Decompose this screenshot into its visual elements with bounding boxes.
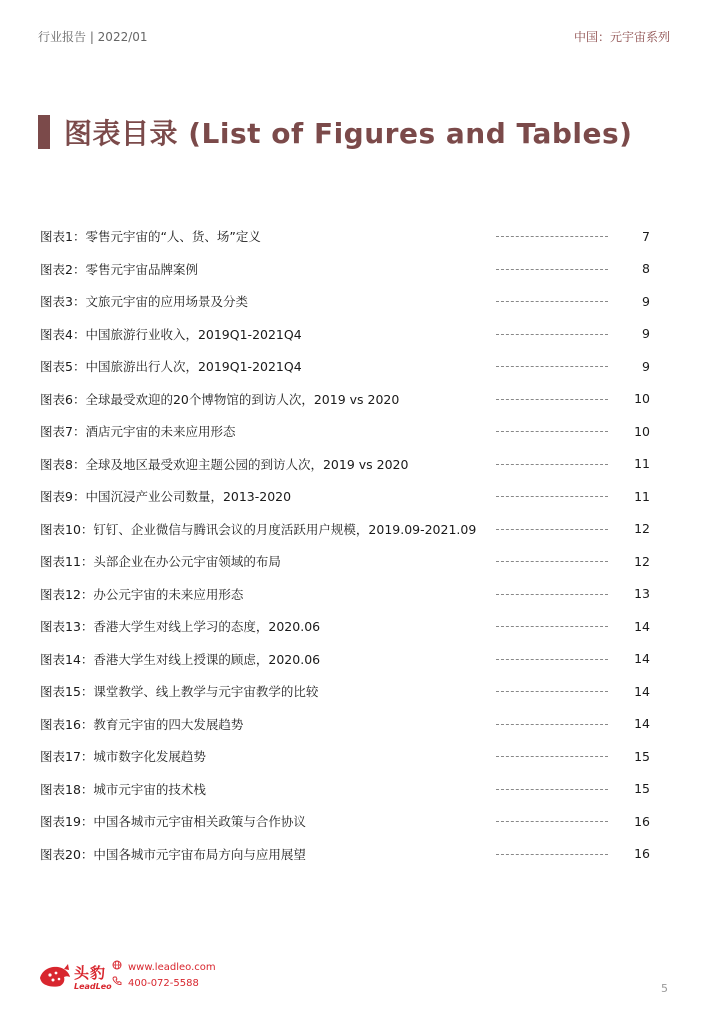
toc-entry-page[interactable]: 14: [634, 683, 650, 699]
toc-entry[interactable]: [40, 838, 670, 871]
toc-dot-leader: [496, 854, 608, 855]
toc-entry-label[interactable]: 图表18：城市元宇宙的技术栈: [40, 781, 206, 797]
toc-dot-leader: [496, 366, 608, 367]
website-link[interactable]: www.leadleo.com: [128, 962, 216, 973]
page-title: 图表目录 (List of Figures and Tables): [64, 117, 633, 150]
footer-contact: [112, 960, 216, 992]
toc-dot-leader: [496, 301, 608, 302]
toc-entry[interactable]: [40, 708, 670, 741]
toc-entry[interactable]: [40, 220, 670, 253]
toc-dot-leader: [496, 236, 608, 237]
toc-entry-label[interactable]: 图表19：中国各城市元宇宙相关政策与合作协议: [40, 814, 306, 830]
toc-entry[interactable]: [40, 480, 670, 513]
toc-dot-leader: [496, 269, 608, 270]
toc-entry[interactable]: [40, 675, 670, 708]
phone-icon: [112, 976, 124, 992]
toc-entry[interactable]: [40, 415, 670, 448]
toc-entry-label[interactable]: 图表3：文旅元宇宙的应用场景及分类: [40, 294, 248, 310]
toc-entry[interactable]: [40, 643, 670, 676]
toc-entry-label[interactable]: 图表9：中国沉浸产业公司数量，2013-2020: [40, 489, 292, 505]
toc-entry[interactable]: [40, 610, 670, 643]
toc-entry-label[interactable]: 图表11：头部企业在办公元宇宙领域的布局: [40, 554, 281, 570]
toc-entry-label[interactable]: 图表1：零售元宇宙的“人、货、场”定义: [40, 229, 261, 245]
toc-entry-page[interactable]: 10: [634, 423, 650, 439]
toc-entry[interactable]: [40, 253, 670, 286]
toc-dot-leader: [496, 691, 608, 692]
toc-entry[interactable]: [40, 513, 670, 546]
toc-entry-page[interactable]: 12: [634, 553, 650, 569]
phone-number: 400-072-5588: [128, 978, 199, 989]
toc-dot-leader: [496, 594, 608, 595]
toc-entry-page[interactable]: 9: [642, 358, 650, 374]
leopard-logo-icon: [38, 960, 72, 990]
toc-entry-page[interactable]: 9: [642, 326, 650, 342]
globe-icon: [112, 960, 124, 976]
toc-dot-leader: [496, 496, 608, 497]
page-number: 5: [661, 982, 668, 995]
toc-entry-page[interactable]: 7: [642, 228, 650, 244]
toc-entry-label[interactable]: 图表7：酒店元宇宙的未来应用形态: [40, 424, 236, 440]
toc-entry-page[interactable]: 14: [634, 618, 650, 634]
toc-dot-leader: [496, 821, 608, 822]
toc-dot-leader: [496, 334, 608, 335]
toc-entry-page[interactable]: 15: [634, 781, 650, 797]
toc-entry-label[interactable]: 图表17：城市数字化发展趋势: [40, 749, 206, 765]
toc-entry-label[interactable]: 图表6：全球最受欢迎的20个博物馆的到访人次，2019 vs 2020: [40, 391, 400, 407]
toc-entry[interactable]: [40, 448, 670, 481]
toc-entry-page[interactable]: 11: [634, 456, 650, 472]
toc-entry-page[interactable]: 13: [634, 586, 650, 602]
toc-entry[interactable]: [40, 805, 670, 838]
header-series-title: 中国：元宇宙系列: [573, 30, 670, 44]
table-of-figures: [40, 220, 670, 870]
toc-dot-leader: [496, 464, 608, 465]
toc-dot-leader: [496, 659, 608, 660]
title-accent-bar: [38, 115, 50, 149]
toc-entry[interactable]: [40, 578, 670, 611]
toc-entry[interactable]: [40, 318, 670, 351]
toc-entry-page[interactable]: 16: [634, 846, 650, 862]
toc-entry-label[interactable]: 图表14：香港大学生对线上授课的顾虑，2020.06: [40, 651, 321, 667]
toc-entry-page[interactable]: 11: [634, 488, 650, 504]
toc-dot-leader: [496, 789, 608, 790]
logo-chinese-text: 头豹: [74, 964, 107, 982]
toc-dot-leader: [496, 626, 608, 627]
toc-dot-leader: [496, 529, 608, 530]
toc-entry-page[interactable]: 8: [642, 261, 650, 277]
toc-entry-page[interactable]: 14: [634, 716, 650, 732]
toc-dot-leader: [496, 756, 608, 757]
logo-english-text: LeadLeo: [74, 982, 112, 991]
toc-entry[interactable]: [40, 350, 670, 383]
toc-entry[interactable]: [40, 740, 670, 773]
toc-entry-label[interactable]: 图表16：教育元宇宙的四大发展趋势: [40, 716, 244, 732]
toc-entry-label[interactable]: 图表12：办公元宇宙的未来应用形态: [40, 586, 244, 602]
toc-entry-label[interactable]: 图表20：中国各城市元宇宙布局方向与应用展望: [40, 846, 306, 862]
toc-entry-label[interactable]: 图表8：全球及地区最受欢迎主题公园的到访人次，2019 vs 2020: [40, 456, 409, 472]
toc-dot-leader: [496, 399, 608, 400]
toc-entry-page[interactable]: 10: [634, 391, 650, 407]
toc-entry[interactable]: [40, 773, 670, 806]
toc-entry-page[interactable]: 16: [634, 813, 650, 829]
toc-dot-leader: [496, 431, 608, 432]
toc-dot-leader: [496, 561, 608, 562]
toc-entry-label[interactable]: 图表5：中国旅游出行人次，2019Q1-2021Q4: [40, 359, 302, 375]
toc-entry-label[interactable]: 图表15：课堂教学、线上教学与元宇宙教学的比较: [40, 684, 319, 700]
section-heading: [38, 112, 632, 152]
toc-entry[interactable]: [40, 545, 670, 578]
toc-entry-label[interactable]: 图表10：钉钉、企业微信与腾讯会议的月度活跃用户规模，2019.09-2021.09: [40, 521, 477, 537]
toc-entry-label[interactable]: 图表2：零售元宇宙品牌案例: [40, 261, 198, 277]
toc-dot-leader: [496, 724, 608, 725]
toc-entry[interactable]: [40, 383, 670, 416]
toc-entry-label[interactable]: 图表13：香港大学生对线上学习的态度，2020.06: [40, 619, 321, 635]
toc-entry-page[interactable]: 14: [634, 651, 650, 667]
header-report-info: 行业报告 | 2022/01: [38, 30, 148, 44]
toc-entry-page[interactable]: 12: [634, 521, 650, 537]
toc-entry[interactable]: [40, 285, 670, 318]
toc-entry-label[interactable]: 图表4：中国旅游行业收入，2019Q1-2021Q4: [40, 326, 302, 342]
toc-entry-page[interactable]: 9: [642, 293, 650, 309]
toc-entry-page[interactable]: 15: [634, 748, 650, 764]
